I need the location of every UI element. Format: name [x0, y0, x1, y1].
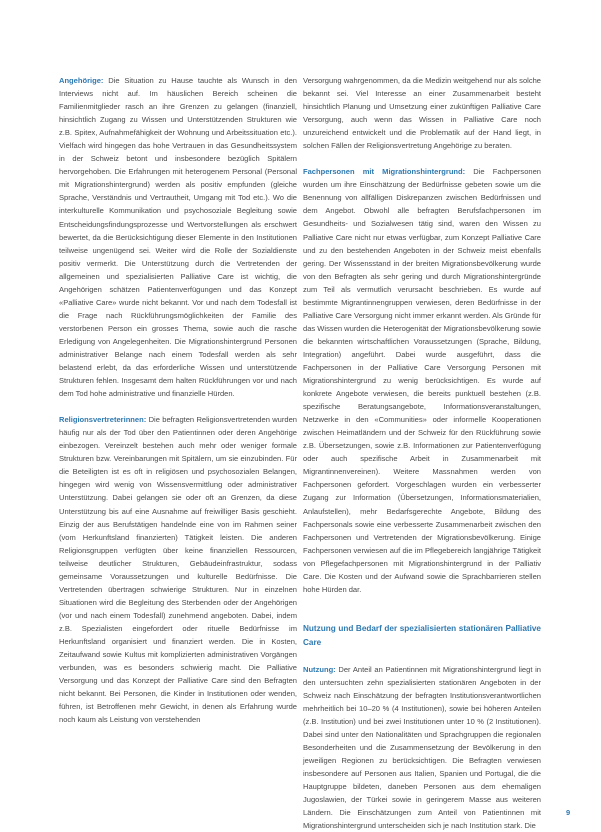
paragraph-fachpersonen — [303, 165, 541, 596]
paragraph-angehoerige — [59, 74, 297, 400]
paragraph-body-nutzung: Der Anteil an Patientinnen mit Migrationshintergrund liegt in den untersuchten zehn spezialisierten stationären Angeboten in der Schweiz nach Einschätzung der befragten Institutionsverantwortlichen mehrheitlich bei 10–20 % (4 Institutionen), sowie bei höheren Anteilen (z.B. Institution) und bei zwei Institutionen unter 10 % (2 Institutionen). Dabei sind unter den Nationalitäten und Sprachgruppen die regionalen Besonderheiten und die Zusammensetzung der Bevölkerung in den jeweiligen Regionen zu berücksichtigen. Die Befragten verwiesen insbesondere auf Personen aus Italien, Spanien und Portugal, die die Hauptgruppe bildeten, daneben Personen aus dem ehemaligen Jugoslawien, der Türkei sowie in geringerem Masse aus weiteren Ländern. Die Einschätzungen zum Anteil von Patientinnen mit Migrationshintergrund unterscheiden sich je nach Institution stark. Die — [303, 664, 541, 831]
paragraph-body-angehoerige: Die Situation zu Hause tauchte als Wunsch in den Interviews nicht auf. Im häuslichen Bereich scheinen die Familienmitglieder rasch an ihre Grenzen zu gelangen (finanziell, hinsichtlich Zugang zu Wissen und Unterstützenden Strukturen wie z.B. Spitex, Aufnahmefähigkeit der Wohnung und Arbeitssituation etc.). Vielfach wird hingegen das hohe Vertrauen in das Gesundheitssystem in der Schweiz betont und insbesondere bezüglich Spitälern hervorgehoben. Die Erfahrungen mit heterogenem Personal (Personal mit Migrationshintergrund) werden als positiv empfunden (gleiche Sprache, Verständnis und Vertrautheit, Umgang mit Tod etc.). Wo die interkulturelle Kommunikation und psychosoziale Begleitung sowie Entscheidungsfindungsprozesse und Wertvorstellungen als erschwert bewertet, da die Berücksichtigung dieser Elemente in den Institutionen teilweise ungenügend sei. Weiter wird die Rolle der Sozialdienste positiv vermerkt. Die Unterstützung durch die Vertretenden der allgemeinen und spezialisierten Palliative Care ist wichtig, die Angehörigen schätzen Patientenverfügungen und das Konzept «Palliative Care» wurde nicht bekannt. Vor und nach dem Todesfall ist die Frage nach Rückführungsmöglichkeiten der Familie des verstorbenen Person ein grosses Thema, sowie auch die rasche Erledigung von Angelegenheiten. Die Migrationshintergrund Personen administrativer Belange nach einem Todesfall werden als sehr belastend erlebt, da das erforderliche Wissen und unterstützende Strukturen fehlen. Insgesamt dem halten Rückführungen vor und nach dem Tod hohe administrative und finanzielle Hürden. — [59, 76, 297, 399]
section-heading: Nutzung und Bedarf der spezialisierten stationären Palliative Care — [303, 623, 541, 647]
paragraph-lead-angehoerige: Angehörige: — [59, 76, 104, 85]
paragraph-continuation: Versorgung wahrgenommen, da die Medizin weitgehend nur als solche bekannt sei. Viel Interesse an einer Zusammenarbeit besteht hinsichtlich Planung und Umsetzung einer zukünftigen Palliative Care Versorgung, auch wenn das Wissen in Palliative Care noch unzureichend entwickelt und die Problematik auf der Hand liegt, in solchen Fällen der Religionsvertretung Angehörige zu beraten. — [303, 76, 541, 151]
right-text-column — [303, 74, 541, 832]
paragraph-nutzung — [303, 663, 541, 832]
paragraph-body-fachpersonen: Die Fachpersonen wurden um ihre Einschätzung der Bedürfnisse gebeten sowie um die Benennung von allfälligen Diskrepanzen zwischen Bedürfnissen und dem Angebot. Obwohl alle befragten Berufsfachpersonen im Gesundheits- und Sozialwesen tätig sind, waren den Wissen zu Palliative Care nicht nur etwas verfügbar, zum Konzept Palliative Care und zu den bestehenden Angeboten in der Schweiz meist ebenfalls gering. Der Wissensstand in der breiten Migrationsbevölkerung wurde von den Befragten als sehr gering und durch Migrationshintergründe zum Teil als vermutlich verursacht beschrieben. Es wurde auf bestimmte Migrantinnengruppen verwiesen, deren Bedürfnisse in der Palliative Care Versorgung nicht immer erkannt werden. Als Gründe für das Wissen wurden die Heterogenität der Migrationsbevölkerung sowie die bekannten wirtschaftlichen Voraussetzungen (Sprache, Bildung, Integration) angeführt. Dabei wurde ausgeführt, dass die Fachpersonen in der Palliative Care Versorgung Personen mit Migrationshintergrund zu wenig berücksichtigen. Es wurde auf konkrete Angebote verwiesen, die bereits punktuell bestehen (z.B. spezifische Beratungsangebote, Informationsveranstaltungen, Netzwerke in den «Communities» oder informelle Kooperationen zwischen Heimatländern und der Schweiz für den Rückführung sowie z.B. Übersetzungen, sowie z.B. Informationen zur Patientenverfügung oder auch spezifische Arbeit in Zusammenarbeit mit Migrantinnenvereinen). Weitere Massnahmen werden von Fachpersonen gefordert. Vorgeschlagen wurden ein verbesserter Zugang zur Information (Übersetzungen, Informationsmaterialien, Anlaufstellen), mehr Bedarfsgerechte Angebote, Bildung des Fachpersonals sowie eine verbesserte Zusammenarbeit zwischen den Fachpersonen und Vertretenden der Migrationsbevölkerung. Einige Fachpersonen verwiesen auf die im Pflegebereich langjährige Tätigkeit von Pflegefachpersonen mit Migrationshintergrund in der Palliativ Care. Die Kosten und der Aufwand sowie die Sprachbarrieren stellen hohe Hürden dar. — [303, 167, 541, 594]
paragraph-lead-fachpersonen: Fachpersonen mit Migrationshintergrund: — [303, 167, 466, 177]
paragraph-lead-religionsvertreterinnen: Religionsvertreterinnen: — [59, 415, 147, 425]
paragraph-body-religionsvertreterinnen: Die befragten Religionsvertretenden wurden häufig nur als der Tod über den Patientinnen oder deren Angehörige einbezogen. Vereinzelt bestehen auch mehr oder weniger formale Strukturen bzw. Vereinbarungen mit Spitälern, um sie einzubinden. Für die Beteiligten ist es oft in religiösen und psychosozialen Belangen, hingegen wird wenig von Wissensvermittlung oder administrativer Unterstützung. Dabei gelangen sie oder oft an Grenzen, da diese Unterstützung bis auf eine Ausnahme auf freiwilliger Basis geschieht. Einzig der aus Berufstätigen handelnde eine von im Rahmen seiner (vom Herkunftsland finanzierten) Tätigkeit leisten. Die anderen Religionsgruppen verfügten über keine finanziellen Ressourcen, teilweise deutlicher Strukturen, Gebäudeinfrastruktur, sodass gemeinsame Voraussetzungen und kulturelle Bedürfnisse. Die Vertretenden übertragen schwierige Strukturen. Nur in einzelnen Situationen wird die Begleitung des Sterbenden oder der Angehörigen (vor und nach einem Todesfall) zunehmend angeboten. Dabei, indem z.B. Spezialisten eingefordert oder rituelle Bedürfnisse im Herkunftsland organisiert und finanziert werden. Die in Kosten, Zeitaufwand sowie Kultus mit komplizierten administrativen Vorgängen verbunden, was es besonders schwierig macht. Die Palliative Versorgung und das Konzept der Palliative Care sind den Befragten nicht bekannt. Bei Personen, die Kinder in Institutionen oder wenden, führen, ist Betroffenen mehr Gewicht, in denen als Erfahrung wurde noch kaum als Leistung von verstehenden — [59, 415, 297, 725]
paragraph-lead-nutzung: Nutzung: — [303, 664, 336, 674]
paragraph-religionsvertreterinnen — [59, 413, 297, 726]
page-number: 9 — [566, 808, 571, 817]
left-text-column — [59, 74, 297, 726]
